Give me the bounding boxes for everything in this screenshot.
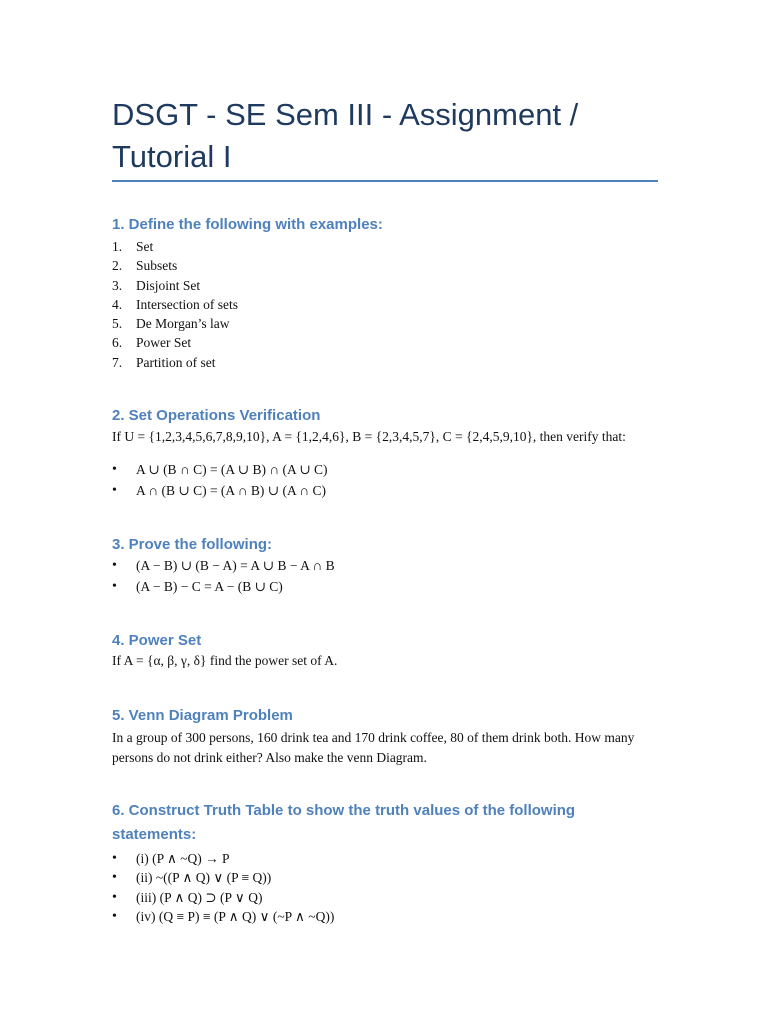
title-divider (112, 180, 658, 182)
list-item: • A ∪ (B ∩ C) = (A ∪ B) ∩ (A ∪ C) (112, 460, 328, 479)
q2-heading: 2. Set Operations Verification (112, 407, 321, 424)
q5-heading: 5. Venn Diagram Problem (112, 707, 293, 724)
list-item: • (A − B) − C = A − (B ∪ C) (112, 577, 335, 596)
list-item: 4. Intersection of sets (112, 296, 238, 312)
list-item: 5. De Morgan’s law (112, 316, 230, 332)
q4-heading: 4. Power Set (112, 632, 202, 649)
q5-text: In a group of 300 persons, 160 drink tea and 170 drink coffee, 80 of them drink both. How many persons do not drink either? Also make the venn Diagram. (112, 730, 635, 765)
list-item: • (i) (P ∧ ~Q) → P (112, 849, 334, 868)
list-item: • (A − B) ∪ (B − A) = A ∪ B − A ∩ B (112, 556, 335, 575)
list-item: 1. Set (112, 239, 154, 254)
page-title: DSGT - SE Sem III - Assignment / Tutorial I (112, 97, 579, 174)
q1-list (112, 237, 238, 372)
q4-text: If A = {α, β, γ, δ} find the power set of A. (112, 653, 338, 668)
q2-text: If U = {1,2,3,4,5,6,7,8,9,10}, A = {1,2,4,6}, B = {2,3,4,5,7}, C = {2,4,5,9,10}, then verify that: (112, 429, 626, 444)
list-item: • A ∩ (B ∪ C) = (A ∩ B) ∪ (A ∩ C) (112, 481, 328, 500)
list-item: 7. Partition of set (112, 354, 216, 370)
list-item: • (ii) ~((P ∧ Q) ∨ (P ≡ Q)) (112, 868, 334, 887)
list-item: 6. Power Set (112, 335, 192, 351)
list-item: • (iv) (Q ≡ P) ≡ (P ∧ Q) ∨ (~P ∧ ~Q)) (112, 907, 334, 926)
q3-heading: 3. Prove the following: (112, 536, 273, 553)
q6-list (112, 849, 334, 926)
q1-heading: 1. Define the following with examples: (112, 216, 383, 233)
q2-list (112, 460, 328, 501)
q6-heading: 6. Construct Truth Table to show the truth values of the following statements: (112, 802, 576, 843)
list-item: • (iii) (P ∧ Q) ⊃ (P ∨ Q) (112, 888, 334, 907)
list-item: 2. Subsets (112, 258, 178, 274)
q3-list (112, 556, 335, 597)
list-item: 3. Disjoint Set (112, 277, 201, 293)
